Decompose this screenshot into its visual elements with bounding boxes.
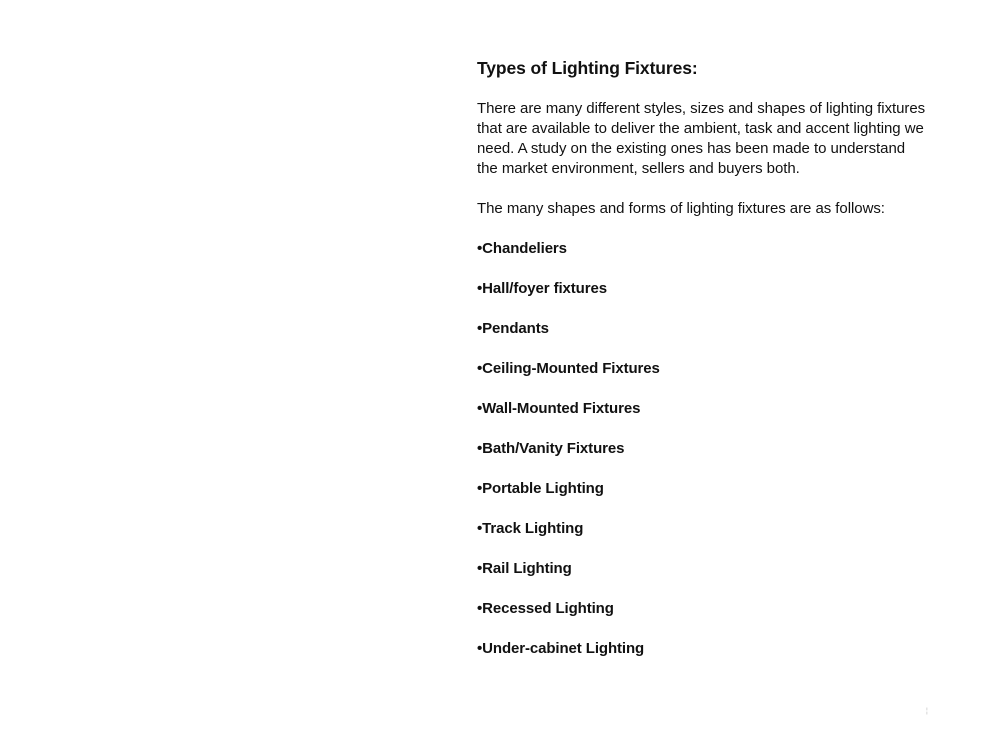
list-item: •Pendants (477, 320, 549, 337)
list-item: •Portable Lighting (477, 480, 604, 497)
list-item: •Under-cabinet Lighting (477, 640, 645, 657)
lead-paragraph: The many shapes and forms of lighting fixtures are as follows: (477, 200, 885, 217)
list-item: •Rail Lighting (477, 560, 572, 577)
list-item: •Hall/foyer fixtures (477, 280, 607, 297)
list-item: •Track Lighting (477, 520, 584, 537)
list-item: •Recessed Lighting (477, 600, 614, 617)
document-body (477, 57, 927, 679)
intro-paragraph: There are many different styles, sizes and shapes of lighting fixtures that are available to deliver the ambient, task and accent lighting we need. A study on the existing ones has been made to understand the market environment, sellers and buyers both. (477, 100, 926, 177)
list-item: •Chandeliers (477, 240, 567, 257)
list-item: •Bath/Vanity Fixtures (477, 440, 625, 457)
page-title: Types of Lighting Fixtures: (477, 58, 698, 78)
list-item: •Wall-Mounted Fixtures (477, 400, 641, 417)
fixture-list (477, 239, 927, 659)
footer-mark: ¦ (926, 708, 928, 715)
list-item: •Ceiling-Mounted Fixtures (477, 360, 660, 377)
